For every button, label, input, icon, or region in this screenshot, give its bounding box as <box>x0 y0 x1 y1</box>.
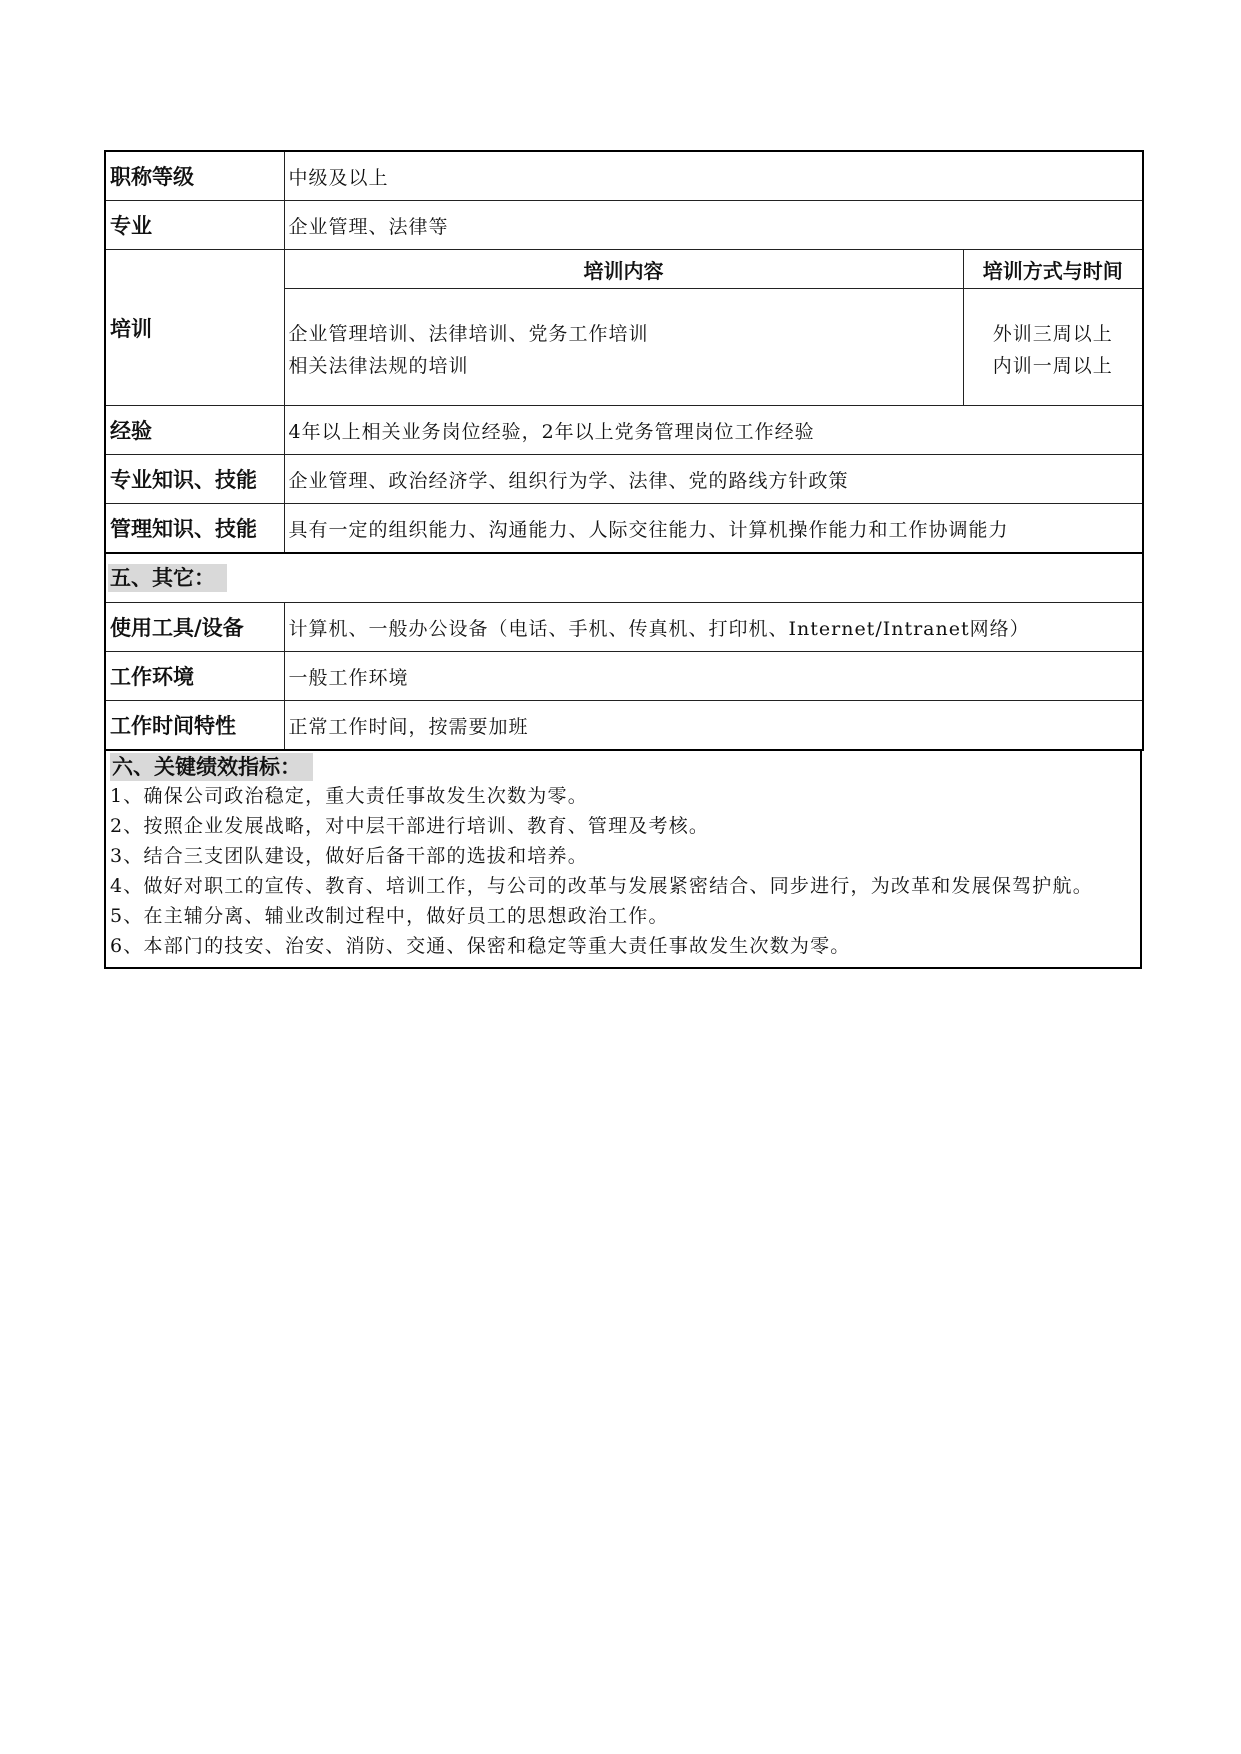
row-value: 具有一定的组织能力、沟通能力、人际交往能力、计算机操作能力和工作协调能力 <box>284 504 1143 554</box>
job-description-sheet <box>104 150 1142 969</box>
training-content <box>284 289 963 406</box>
training-content-header: 培训内容 <box>284 250 963 289</box>
table-row <box>105 701 1143 751</box>
table-row <box>105 406 1143 455</box>
kpi-section <box>104 751 1142 969</box>
kpi-item: 3、结合三支团队建设，做好后备干部的选拔和培养。 <box>110 845 588 867</box>
training-method <box>963 289 1143 406</box>
row-label: 使用工具/设备 <box>105 603 284 652</box>
row-label: 管理知识、技能 <box>105 504 284 554</box>
row-value: 计算机、一般办公设备（电话、手机、传真机、打印机、Internet/Intranet网络） <box>284 603 1143 652</box>
row-value: 一般工作环境 <box>284 652 1143 701</box>
kpi-item: 5、在主辅分离、辅业改制过程中，做好员工的思想政治工作。 <box>110 905 669 927</box>
table-row <box>105 151 1143 201</box>
section-6-title: 六、关键绩效指标： <box>110 753 313 781</box>
row-label: 经验 <box>105 406 284 455</box>
table-row <box>105 504 1143 554</box>
section-5-title: 五、其它： <box>108 564 227 592</box>
row-label: 专业知识、技能 <box>105 455 284 504</box>
kpi-item: 1、确保公司政治稳定，重大责任事故发生次数为零。 <box>110 785 588 807</box>
row-value: 中级及以上 <box>284 151 1143 201</box>
row-label: 工作时间特性 <box>105 701 284 751</box>
table-row <box>105 652 1143 701</box>
kpi-item: 6、本部门的技安、治安、消防、交通、保密和稳定等重大责任事故发生次数为零。 <box>110 935 851 957</box>
training-header-row <box>105 250 1143 289</box>
training-method-line: 外训三周以上 <box>992 323 1113 345</box>
row-value: 4年以上相关业务岗位经验，2年以上党务管理岗位工作经验 <box>284 406 1143 455</box>
row-label: 职称等级 <box>105 151 284 201</box>
kpi-item: 2、按照企业发展战略，对中层干部进行培训、教育、管理及考核。 <box>110 815 710 837</box>
training-content-line: 企业管理培训、法律培训、党务工作培训 <box>288 323 649 345</box>
row-label: 专业 <box>105 201 284 250</box>
row-value: 企业管理、政治经济学、组织行为学、法律、党的路线方针政策 <box>284 455 1143 504</box>
row-value: 企业管理、法律等 <box>284 201 1143 250</box>
section-5-header-row <box>105 553 1143 603</box>
training-content-line: 相关法律法规的培训 <box>288 355 469 377</box>
table-row <box>105 455 1143 504</box>
training-label: 培训 <box>105 250 284 406</box>
table-row <box>105 603 1143 652</box>
row-value: 正常工作时间，按需要加班 <box>284 701 1143 751</box>
kpi-item: 4、做好对职工的宣传、教育、培训工作，与公司的改革与发展紧密结合、同步进行，为改革和发展保驾护航。 <box>110 875 1093 897</box>
training-method-header: 培训方式与时间 <box>963 250 1143 289</box>
training-method-line: 内训一周以上 <box>992 355 1113 377</box>
requirements-table <box>104 150 1144 751</box>
table-row <box>105 201 1143 250</box>
row-label: 工作环境 <box>105 652 284 701</box>
